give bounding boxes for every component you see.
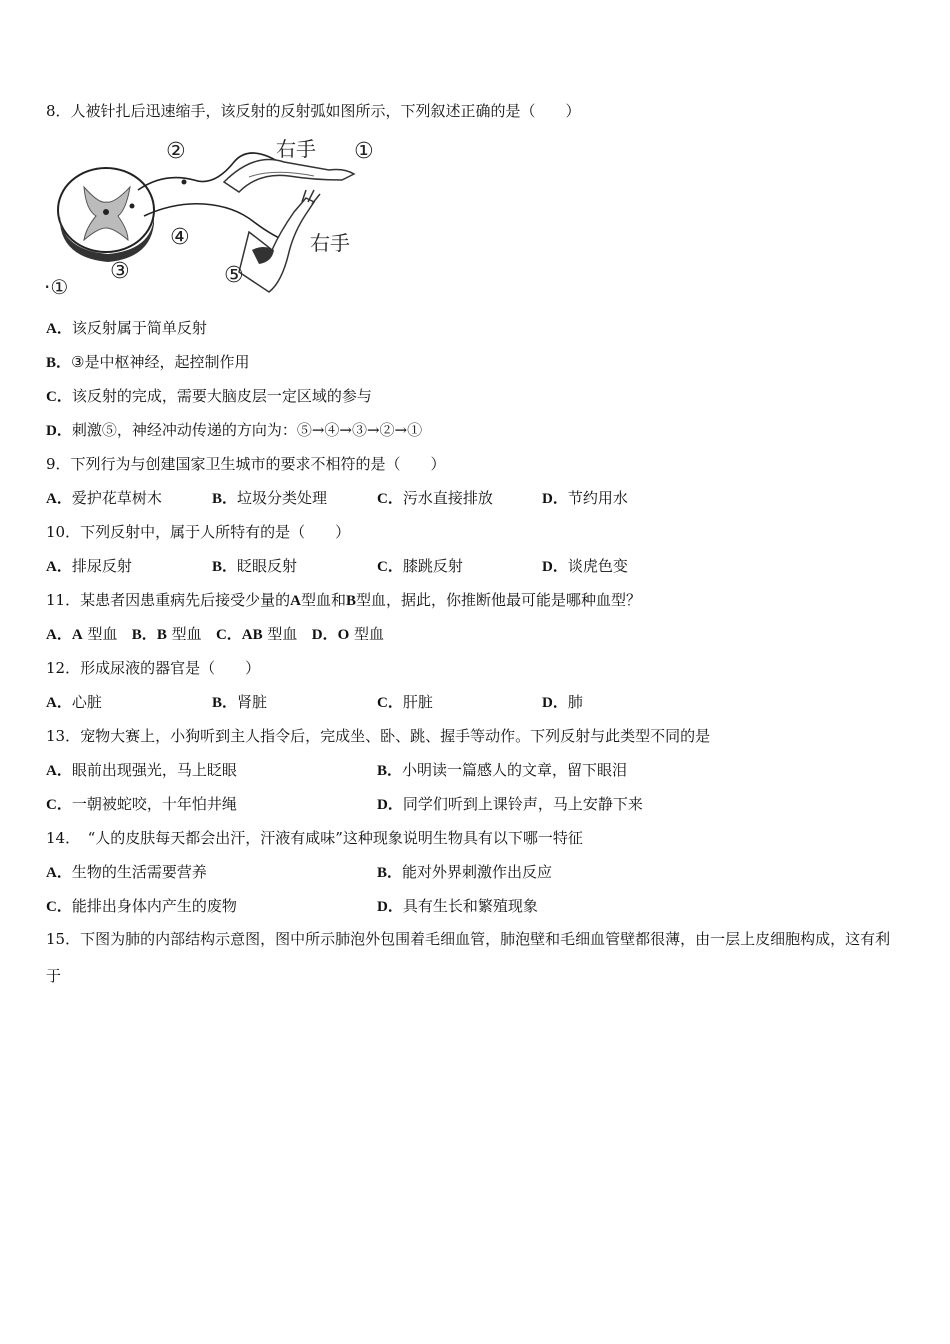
q8-option-c: C．该反射的完成，需要大脑皮层一定区域的参与 (46, 387, 372, 405)
q13-option-b: B．小明读一篇感人的文章，留下眼泪 (377, 761, 628, 779)
label-2: ② (166, 139, 186, 164)
q14-option-b: B．能对外界刺激作出反应 (377, 863, 553, 881)
q13-option-c: C．一朝被蛇咬，十年怕井绳 (46, 795, 237, 813)
q13-stem: 13．宠物大赛上，小狗听到主人指令后，完成坐、卧、跳、握手等动作。下列反射与此类型不同的是 (46, 727, 711, 745)
label-1: ① (354, 139, 374, 164)
q14-option-d: D．具有生长和繁殖现象 (377, 897, 538, 915)
q10-option-a: A．排尿反射 (46, 557, 132, 575)
label-1-bottom: ·① (44, 275, 69, 299)
q11-option-a: A．A 型血 (46, 625, 118, 643)
q12-stem: 12．形成尿液的器官是（ ） (46, 659, 261, 677)
label-4: ④ (170, 225, 190, 250)
label-5: ⑤ (224, 263, 244, 288)
q15-stem: 15．下图为肺的内部结构示意图，图中所示肺泡外包围着毛细血管，肺泡壁和毛细血管壁都很薄，由一层上皮细胞构成，这有利于 (46, 930, 891, 985)
q9-option-d: D．节约用水 (542, 489, 628, 507)
q8-option-b: B．③是中枢神经，起控制作用 (46, 353, 250, 371)
q12-option-b: B．肾脏 (212, 693, 268, 711)
q11-options (46, 624, 384, 645)
motor-nerve (144, 204, 289, 242)
q9-stem: 9．下列行为与创建国家卫生城市的要求不相符的是（ ） (46, 455, 446, 473)
q11-stem: 11．某患者因患重病先后接受少量的A型血和B型血，据此，你推断他最可能是哪种血型？ (46, 591, 641, 609)
q8-stem: 8．人被针扎后迅速缩手，该反射的反射弧如图所示，下列叙述正确的是（ ） (46, 102, 581, 120)
q8-option-a: A．该反射属于简单反射 (46, 319, 207, 337)
q11-option-c: C．AB 型血 (215, 625, 298, 643)
q13-option-d: D．同学们听到上课铃声，马上安静下来 (377, 795, 643, 813)
q12-option-c: C．肝脏 (377, 693, 433, 711)
q9-option-c: C．污水直接排放 (377, 489, 493, 507)
q11-option-b: B．B 型血 (131, 625, 202, 643)
q9-option-b: B．垃圾分类处理 (212, 489, 328, 507)
label-right-hand-top: 右手 (276, 137, 316, 161)
q8-option-d: D．刺激⑤，神经冲动传递的方向为：⑤→④→③→②→① (46, 421, 423, 439)
upper-arm-drawing (224, 160, 354, 193)
q10-option-d: D．谈虎色变 (542, 557, 628, 575)
q10-option-c: C．膝跳反射 (377, 557, 463, 575)
q10-option-b: B．眨眼反射 (212, 557, 298, 575)
label-right-hand-bottom: 右手 (310, 231, 350, 255)
q14-stem: 14． “人的皮肤每天都会出汗，汗液有咸味”这种现象说明生物具有以下哪一特征 (46, 829, 583, 847)
q10-stem: 10．下列反射中，属于人所特有的是（ ） (46, 523, 351, 541)
q9-option-a: A．爱护花草树木 (46, 489, 162, 507)
q14-option-c: C．能排出身体内产生的废物 (46, 897, 237, 915)
q12-option-d: D．肺 (542, 693, 583, 711)
q13-option-a: A．眼前出现强光，马上眨眼 (46, 761, 237, 779)
q14-option-a: A．生物的生活需要营养 (46, 863, 207, 881)
q12-option-a: A．心脏 (46, 693, 102, 711)
spinal-cord-section (58, 168, 154, 262)
label-3: ③ (110, 259, 130, 284)
q11-option-d: D．O 型血 (311, 625, 385, 643)
reflex-arc-figure (44, 132, 384, 302)
lower-arm-drawing (239, 198, 314, 292)
